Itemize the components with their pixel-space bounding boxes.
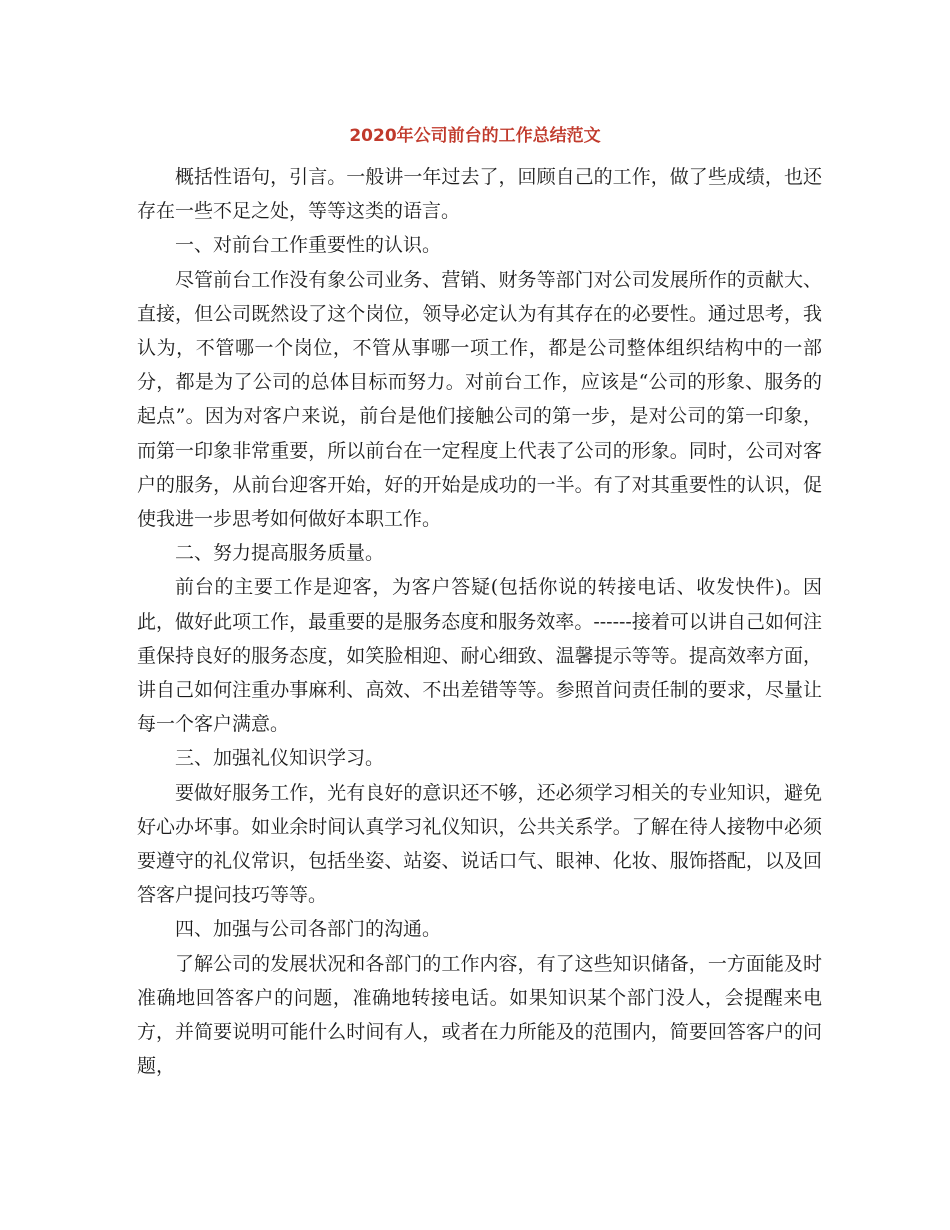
document-title: 2020年公司前台的工作总结范文 — [349, 126, 601, 146]
section-heading-1: 一、对前台工作重要性的认识。 — [175, 234, 442, 257]
paragraph-intro: 概括性语句，引言。一般讲一年过去了，回顾自己的工作，做了些成绩，也还存在一些不足之处，等等这类的语言。 — [137, 166, 822, 223]
document-body — [137, 160, 822, 1083]
paragraph-section-3: 要做好服务工作，光有良好的意识还不够，还必须学习相关的专业知识，避免好心办坏事。如业余时间认真学习礼仪知识，公共关系学。了解在待人接物中必须要遵守的礼仪常识，包括坐姿、站姿、说话口气、眼神、化妆、服饰搭配，以及回答客户提问技巧等等。 — [137, 781, 822, 907]
section-heading-2: 二、努力提高服务质量。 — [175, 542, 385, 565]
paragraph-section-1: 尽管前台工作没有象公司业务、营销、财务等部门对公司发展所作的贡献大、直接，但公司既然设了这个岗位，领导必定认为有其存在的必要性。通过思考，我认为，不管哪一个岗位，不管从事哪一项工作，都是公司整体组织结构中的一部分，都是为了公司的总体目标而努力。对前台工作，应该是“公司的形象、服务的起点”。因为对客户来说，前台是他们接触公司的第一步，是对公司的第一印象，而第一印象非常重要，所以前台在一定程度上代表了公司的形象。同时，公司对客户的服务，从前台迎客开始，好的开始是成功的一半。有了对其重要性的认识，促使我进一步思考如何做好本职工作。 — [137, 268, 822, 531]
section-heading-4: 四、加强与公司各部门的沟通。 — [175, 918, 442, 941]
paragraph-section-4: 了解公司的发展状况和各部门的工作内容，有了这些知识储备，一方面能及时准确地回答客户的问题，准确地转接电话。如果知识某个部门没人，会提醒来电方，并简要说明可能什么时间有人，或者在力所能及的范围内，简要回答客户的问题， — [137, 952, 822, 1078]
section-heading-3: 三、加强礼仪知识学习。 — [175, 747, 385, 770]
paragraph-section-2: 前台的主要工作是迎客，为客户答疑(包括你说的转接电话、收发快件)。因此，做好此项工作，最重要的是服务态度和服务效率。------接着可以讲自己如何注重保持良好的服务态度，如笑脸相迎、耐心细致、温馨提示等等。提高效率方面，讲自己如何注重办事麻利、高效、不出差错等等。参照首问责任制的要求，尽量让每一个客户满意。 — [137, 576, 822, 736]
